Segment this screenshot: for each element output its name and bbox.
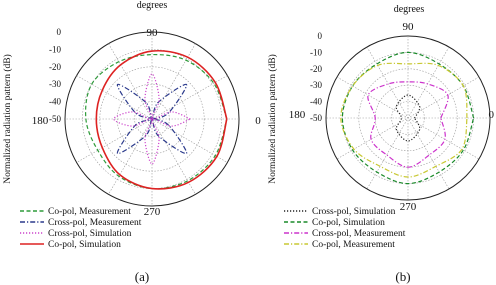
- y-axis-label-b: Normalized radiation pattern (dB): [268, 54, 278, 184]
- angle-label-a-270: 270: [143, 206, 161, 218]
- series-group-a: [86, 51, 227, 189]
- y-axis-label-a: Normalized radiation pattern (dB): [3, 54, 13, 184]
- tick-label: 0: [56, 27, 61, 37]
- legend-label: Co-pol, Measurement: [312, 240, 395, 250]
- tick-label: -20: [310, 63, 322, 74]
- tick-label: -20: [49, 61, 61, 72]
- polar-chart-b: [267, 4, 495, 284]
- legend-label: Cross-pol, Simulation: [312, 207, 396, 217]
- series-line-1: [86, 55, 227, 189]
- tick-label: -30: [49, 79, 61, 90]
- angle-label-b-0: 0: [488, 109, 494, 121]
- tick-label: -50: [49, 114, 61, 124]
- tick-label: -30: [310, 80, 322, 91]
- legend-a: [20, 207, 142, 250]
- tick-label: -40: [310, 96, 322, 107]
- series-line-4: [96, 51, 227, 189]
- legend-label: Co-pol, Measurement: [48, 207, 131, 217]
- tick-label: -50: [310, 113, 322, 123]
- angle-label-b-90: 90: [402, 21, 414, 33]
- header-text-a: degrees: [136, 0, 168, 11]
- legend-label: Cross-pol, Measurement: [312, 229, 406, 239]
- angle-label-a-180: 180: [31, 115, 49, 127]
- polar-chart-a: [2, 0, 261, 284]
- polar-grid-b: [326, 36, 490, 200]
- panel-label-a: (a): [134, 269, 150, 284]
- tick-label: -40: [49, 96, 61, 107]
- angle-label-b-270: 270: [399, 201, 417, 213]
- legend-b: [284, 207, 406, 250]
- series-line-4: [341, 63, 467, 177]
- angle-label-b-180: 180: [288, 109, 306, 121]
- tick-label: 0: [317, 31, 322, 41]
- radial-ticks-b: [310, 31, 323, 123]
- legend-label: Cross-pol, Simulation: [48, 229, 132, 239]
- tick-label: -10: [310, 47, 322, 58]
- angle-label-a-0: 0: [255, 115, 261, 127]
- tick-label: -10: [49, 44, 61, 55]
- header-text-b: degrees: [393, 4, 425, 15]
- panel-label-b: (b): [395, 269, 411, 284]
- radial-ticks-a: [49, 27, 62, 124]
- legend-label: Cross-pol, Measurement: [48, 218, 142, 228]
- angle-label-a-90: 90: [146, 27, 158, 39]
- legend-label: Co-pol, Simulation: [312, 218, 385, 228]
- legend-label: Co-pol, Simulation: [48, 240, 121, 250]
